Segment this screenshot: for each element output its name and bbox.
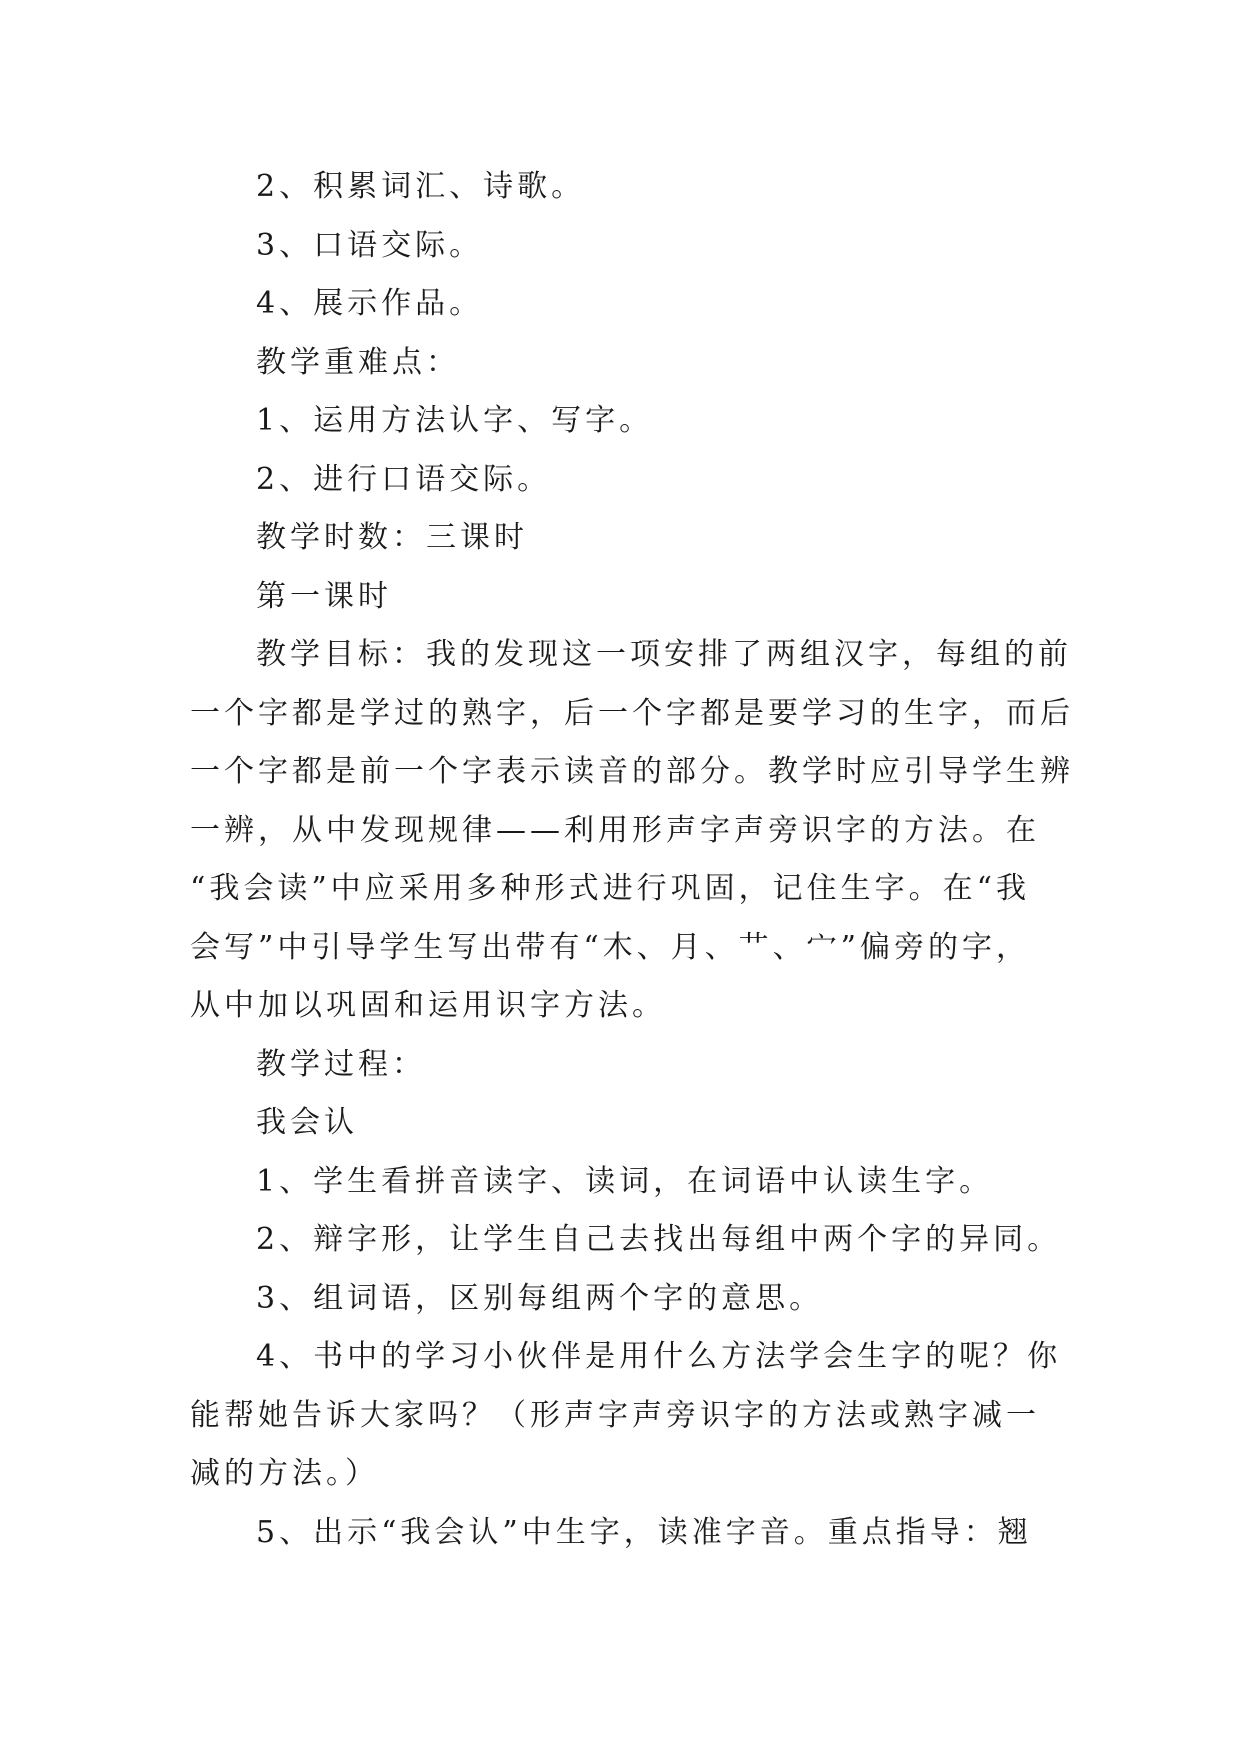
section-heading: 教学时数：三课时	[256, 520, 528, 555]
section-heading: 教学重难点：	[256, 344, 460, 380]
paragraph-line: 减的方法。）	[190, 1456, 379, 1491]
paragraph-line: 教学目标：我的发现这一项安排了两组汉字，每组的前	[256, 637, 1072, 672]
section-heading: 我会认	[256, 1105, 358, 1140]
paragraph-line: “我会读”中应采用多种形式进行巩固，记住生字。在“我	[190, 871, 1031, 906]
paragraph-line: 4、书中的学习小伙伴是用什么方法学会生字的呢？你	[256, 1339, 1062, 1374]
text-line: 3、组词语，区别每组两个字的意思。	[256, 1280, 824, 1316]
paragraph-line: 5、出示“我会认”中生字，读准字音。重点指导：翘	[256, 1514, 1032, 1550]
paragraph-line: 一个字都是学过的熟字，后一个字都是要学习的生字，而后	[190, 695, 1074, 731]
text-line: 2、进行口语交际。	[256, 461, 552, 497]
paragraph-line: 能帮她告诉大家吗？（形声字声旁识字的方法或熟字减一	[190, 1397, 1040, 1433]
text-line: 2、积累词汇、诗歌。	[256, 169, 586, 204]
section-heading: 教学过程：	[256, 1046, 426, 1082]
paragraph-line: 一个字都是前一个字表示读音的部分。教学时应引导学生辨	[190, 754, 1074, 789]
text-line: 1、运用方法认字、写字。	[256, 403, 654, 438]
text-line: 1、学生看拼音读字、读词，在词语中认读生字。	[256, 1163, 994, 1199]
document-body	[190, 158, 1074, 1562]
text-line: 2、辩字形，让学生自己去找出每组中两个字的异同。	[256, 1222, 1062, 1257]
paragraph-line: 从中加以巩固和运用识字方法。	[190, 988, 666, 1023]
paragraph-line: 一辨，从中发现规律——利用形声字声旁识字的方法。在	[190, 812, 1040, 848]
text-line: 3、口语交际。	[256, 227, 484, 263]
paragraph-line: 会写”中引导学生写出带有“木、月、艹、宀”偏旁的字，	[190, 929, 1031, 965]
text-line: 4、展示作品。	[256, 286, 484, 321]
section-heading: 第一课时	[256, 578, 392, 614]
